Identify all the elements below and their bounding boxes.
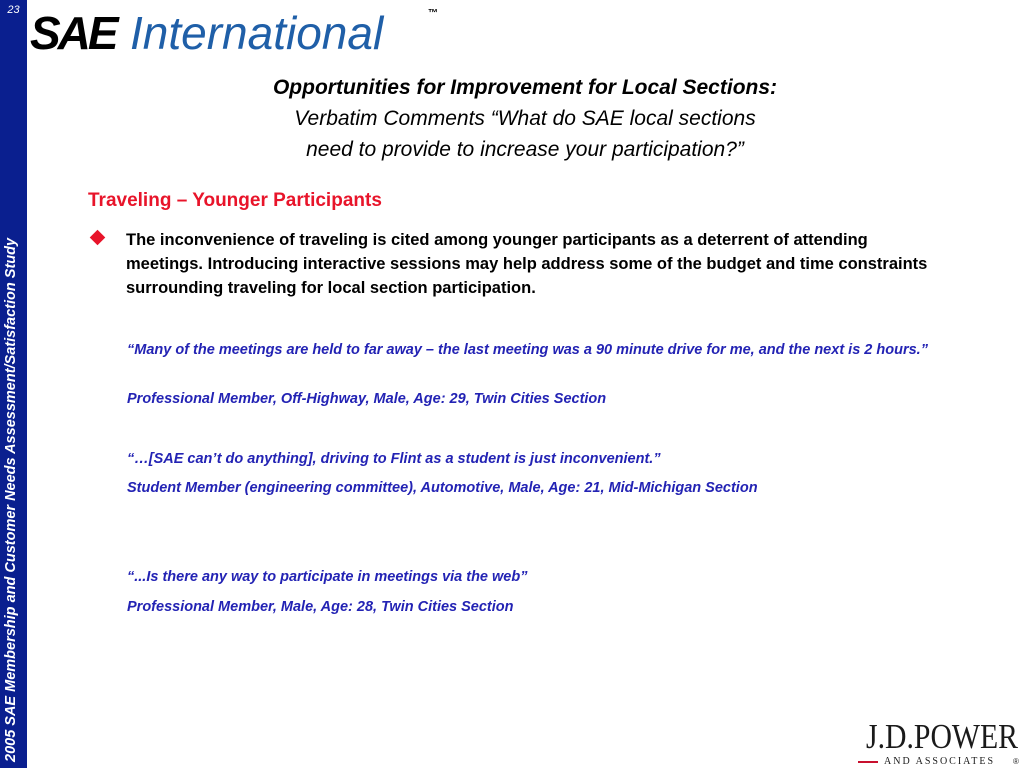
title-line-2: Verbatim Comments “What do SAE local sections — [294, 107, 756, 130]
jd-power-subtitle: AND ASSOCIATES — [884, 756, 996, 766]
bullet-paragraph: The inconvenience of traveling is cited among younger participants as a deterrent of attending meetings. Introducing interactive sessions may help address some of the budget and time constraints surrounding traveling for local section participation. — [126, 231, 928, 297]
section-heading: Traveling – Younger Participants — [88, 190, 382, 211]
slide-title — [160, 72, 890, 165]
quote-2-text: “…[SAE can’t do anything], driving to Flint as a student is just inconvenient.” — [127, 451, 661, 467]
title-line-1: Opportunities for Improvement for Local Sections: — [272, 76, 778, 99]
title-line-3: need to provide to increase your participation?” — [306, 138, 744, 161]
jd-power-wordmark: J.D.POWER — [866, 717, 1019, 756]
diamond-bullet-icon — [90, 230, 106, 246]
quote-3-text: “...Is there any way to participate in meetings via the web” — [127, 569, 528, 585]
quote-1-source: Professional Member, Off-Highway, Male, Age: 29, Twin Cities Section — [127, 391, 607, 407]
sidebar-study-title: 2005 SAE Membership and Customer Needs Assessment/Satisfaction Study — [3, 237, 19, 762]
registered-mark: ® — [1013, 757, 1019, 766]
sae-international-logo — [30, 4, 450, 56]
sidebar — [0, 0, 27, 768]
quote-3-source: Professional Member, Male, Age: 28, Twin Cities Section — [127, 599, 514, 615]
sae-logo-bold-text: SAE — [30, 7, 116, 56]
sae-logo-word-text: International — [130, 7, 384, 56]
trademark-mark: ™ — [428, 8, 438, 19]
page-number: 23 — [7, 4, 20, 16]
quote-1-text: “Many of the meetings are held to far away – the last meeting was a 90 minute drive for me, and the next is 2 hours.” — [127, 342, 928, 358]
jd-power-logo — [858, 712, 1024, 766]
quote-2-source: Student Member (engineering committee), Automotive, Male, Age: 21, Mid-Michigan Section — [127, 480, 758, 496]
